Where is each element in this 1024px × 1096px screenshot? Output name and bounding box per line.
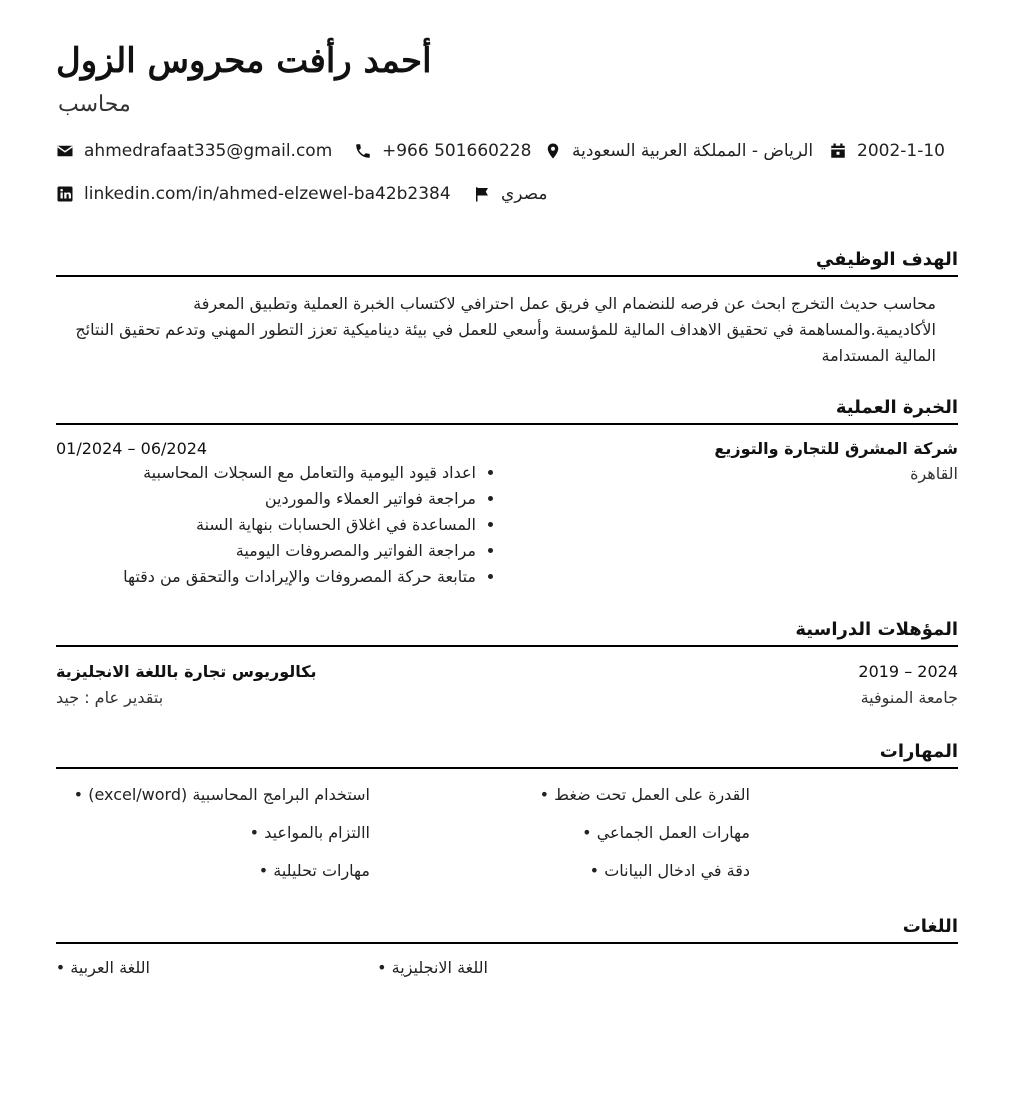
contact-nationality xyxy=(473,184,548,204)
contact-birthdate xyxy=(829,141,945,161)
section-title-objective: الهدف الوظيفي xyxy=(56,248,958,277)
linkedin-text: linkedin.com/in/ahmed-elzewel-ba42b2384 xyxy=(84,184,451,204)
location-text: الرياض - المملكة العربية السعودية xyxy=(572,141,814,161)
task-item: • اعداد قيود اليومية والتعامل مع السجلات المحاسبية xyxy=(56,460,476,486)
location-pin-icon xyxy=(544,142,562,160)
email-text: ahmedrafaat335@gmail.com xyxy=(84,141,333,161)
university-name: جامعة المنوفية xyxy=(860,688,958,707)
job-title: محاسب xyxy=(58,92,131,117)
envelope-icon xyxy=(56,142,74,160)
degree-name: بكالوريوس تجارة باللغة الانجليزية xyxy=(56,662,317,681)
experience-dates: 01/2024 – 06/2024 xyxy=(56,439,208,458)
contact-location xyxy=(544,141,813,161)
person-name: أحمد رأفت محروس الزول xyxy=(56,41,432,81)
contact-email[interactable] xyxy=(56,141,332,161)
objective-text: محاسب حديث التخرج ابحث عن فرصه للنضمام الي فريق عمل احترافي لاكتساب الخبرة العملية وتطبيق المعرفة الأكاديمية.والمساهمة في تحقيق الاهداف المالية للمؤسسة وأسعي للعمل في بيئة ديناميكية تعزز التطور المهني وتدعم تحقيق النتائج المالية المستدامة xyxy=(75,294,936,365)
experience-city: القاهرة xyxy=(910,464,958,483)
experience-task-list xyxy=(56,460,494,590)
skill-item: القدرة على العمل تحت ضغط • xyxy=(540,783,750,807)
language-item: اللغة الانجليزية • xyxy=(377,956,488,980)
task-item: • مراجعة الفواتير والمصروفات اليومية xyxy=(56,538,476,564)
section-title-languages: اللغات xyxy=(56,915,958,944)
section-title-experience: الخبرة العملية xyxy=(56,396,958,425)
flag-icon xyxy=(473,185,491,203)
skill-item: مهارات العمل الجماعي • xyxy=(582,821,750,845)
language-item: اللغة العربية • xyxy=(56,956,150,980)
section-title-skills: المهارات xyxy=(56,740,958,769)
linkedin-icon xyxy=(56,185,74,203)
task-item: • متابعة حركة المصروفات والإيرادات والتحقق من دقتها xyxy=(56,564,476,590)
section-title-education: المؤهلات الدراسية xyxy=(56,618,958,647)
calendar-icon xyxy=(829,142,847,160)
skill-item: استخدام البرامج المحاسبية (excel/word) • xyxy=(74,783,370,807)
phone-icon xyxy=(354,142,372,160)
task-item: • المساعدة في اغلاق الحسابات بنهاية السنة xyxy=(56,512,476,538)
skill-item: مهارات تحليلية • xyxy=(259,859,370,883)
company-name: شركة المشرق للتجارة والتوزيع xyxy=(714,439,958,458)
task-item: • مراجعة فواتير العملاء والموردين xyxy=(56,486,476,512)
contact-linkedin[interactable] xyxy=(56,184,451,204)
nationality-text: مصري xyxy=(501,184,548,204)
contact-phone[interactable] xyxy=(354,141,531,161)
birthdate-text: 2002-1-10 xyxy=(857,141,945,161)
skill-item: دقة في ادخال البيانات • xyxy=(590,859,750,883)
phone-text: +966 501660228 xyxy=(382,141,532,161)
education-dates: 2019 – 2024 xyxy=(858,662,958,681)
degree-grade: بتقدير عام : جيد xyxy=(56,688,164,707)
skill-item: االتزام بالمواعيد • xyxy=(250,821,370,845)
